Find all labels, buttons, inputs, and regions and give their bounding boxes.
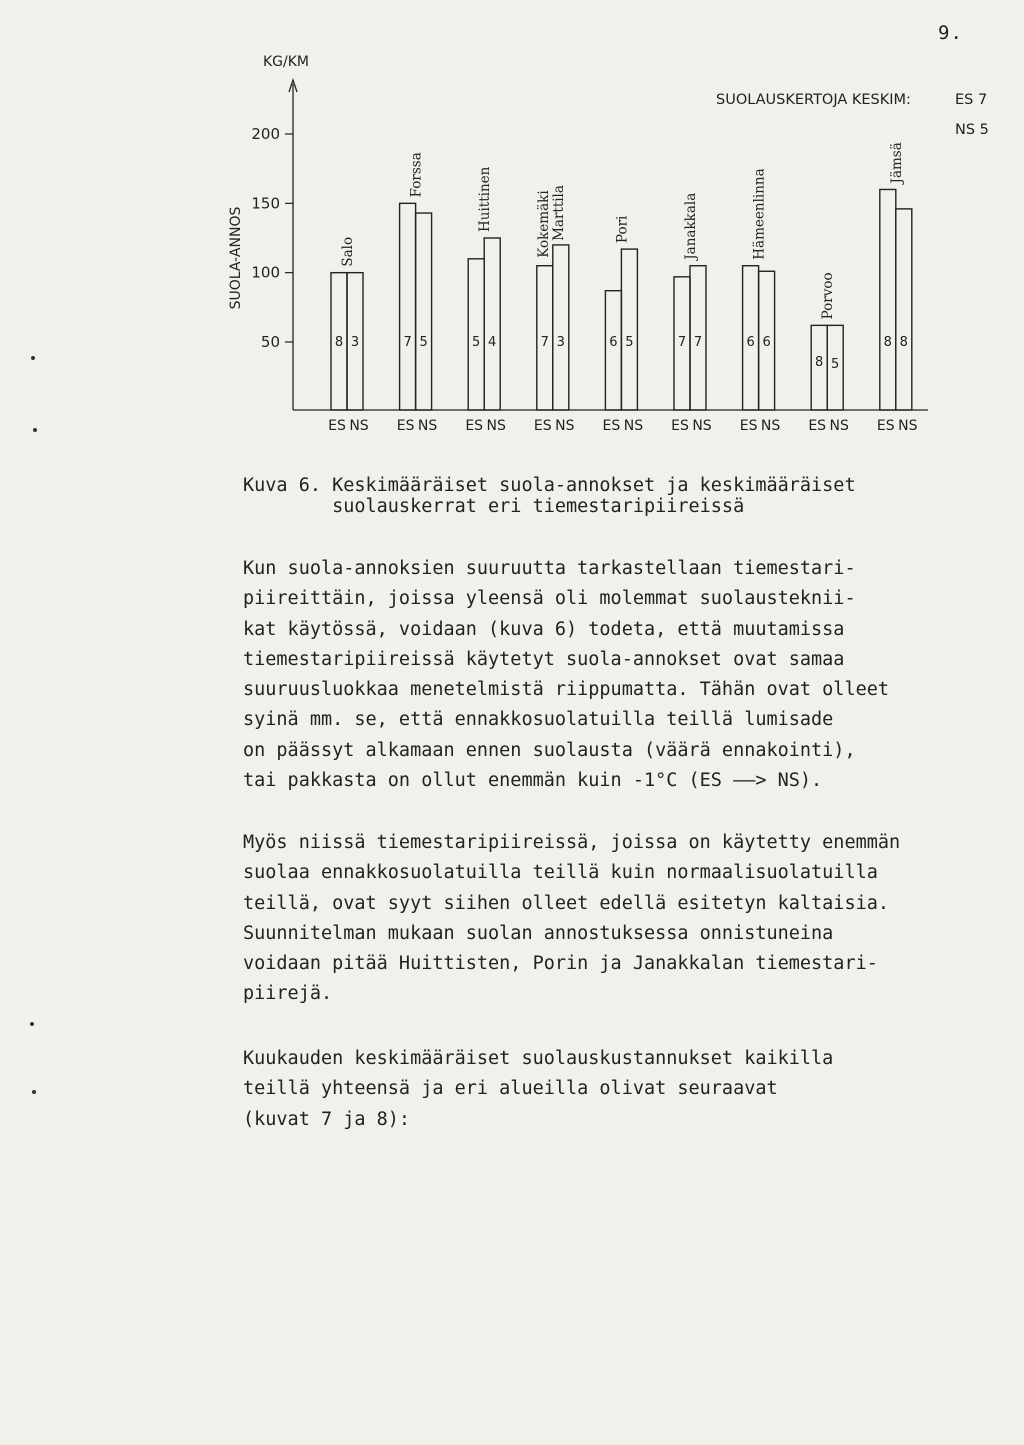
district-label: Jämsä	[888, 142, 905, 184]
x-label-ns: NS	[692, 418, 712, 434]
paragraph-2: Myös niissä tiemestaripiireissä, joissa on käytetty enemmän suolaa ennakkosuolatuilla teillä kuin normaalisuolatuilla teillä, ovat syyt siihen olleet edellä esitetyn kaltaisia. Suunnitelman mukaan suolan annostuksessa onnistuneina voidaan pitää Huittisten, Porin ja Janakkalan tiemestari- piirejä.	[243, 832, 901, 1005]
bar-count-ns: 5	[625, 335, 634, 350]
district-label: Salo	[340, 236, 356, 267]
y-unit-label: KG/KM	[263, 54, 310, 70]
bar-count-es: 8	[334, 335, 344, 350]
bar-count-ns: 6	[762, 335, 771, 350]
y-tick-label: 50	[260, 333, 280, 351]
district-label: Pori	[614, 215, 631, 244]
page-number: 9.	[938, 22, 963, 44]
y-axis-title: SUOLA-ANNOS	[228, 206, 244, 310]
bar-ns	[416, 213, 432, 410]
district-label: Janakkala	[683, 192, 699, 260]
margin-dot	[30, 1022, 34, 1026]
chart-labels	[228, 54, 989, 434]
bar-count-ns: 5	[831, 357, 840, 372]
bar-ns	[484, 238, 500, 410]
x-label-es: ES	[465, 418, 484, 434]
x-label-es: ES	[671, 418, 689, 434]
margin-dot	[31, 356, 35, 360]
bar-count-es: 6	[746, 335, 755, 350]
district-label: Kokemäki	[535, 190, 552, 258]
district-label: Huittinen	[477, 166, 494, 232]
x-label-ns: NS	[349, 418, 369, 434]
x-label-es: ES	[396, 418, 415, 434]
bar-ns	[621, 249, 637, 410]
bar-ns	[553, 245, 569, 410]
paragraph-1: Kun suola-annoksien suuruutta tarkastellaan tiemestari- piireittäin, joissa yleensä oli molemmat suolausteknii- kat käytössä, voidaan (kuva 6) todeta, että muutamissa tiemestaripiireissä käytetyt suola-annokset ovat samaa suuruusluokkaa menetelmistä riippumatta. Tähän ovat olleet syinä mm. se, että ennakkosuolatuilla teillä lumisade on päässyt alkamaan ennen suolausta (väärä ennakointi), tai pakkasta on ollut enemmän kuin -1°C (ES ——> NS).	[243, 558, 890, 792]
margin-dot	[32, 1090, 36, 1094]
x-label-ns: NS	[829, 418, 849, 434]
district-label: Forssa	[408, 152, 425, 198]
figure-caption: Kuva 6. Keskimääräiset suola-annokset ja keskimääräiset suolauskerrat eri tiemestaripiireissä	[243, 475, 856, 517]
bar-count-ns: 8	[899, 335, 908, 350]
x-label-es: ES	[328, 418, 346, 434]
bar-count-es: 5	[472, 335, 481, 350]
bar-count-ns: 4	[488, 335, 497, 350]
bar-count-es: 8	[815, 355, 824, 370]
bar-count-es: 7	[540, 335, 549, 350]
bar-count-ns: 7	[693, 335, 703, 350]
bar-es	[400, 203, 416, 410]
district-label: Marttila	[550, 185, 567, 241]
x-label-es: ES	[533, 418, 552, 434]
bar-count-es: 6	[609, 335, 618, 350]
paragraph-3: Kuukauden keskimääräiset suolauskustannukset kaikilla teillä yhteensä ja eri alueilla olivat seuraavat (kuvat 7 ja 8):	[243, 1048, 834, 1130]
summary-es: ES 7	[955, 92, 988, 108]
bar-count-es: 7	[677, 335, 687, 350]
y-tick-label: 100	[251, 263, 280, 282]
bar-count-es: 7	[403, 335, 412, 350]
district-label: Hämeenlinna	[751, 168, 768, 260]
x-label-ns: NS	[623, 418, 644, 434]
x-label-ns: NS	[417, 418, 438, 434]
x-label-es: ES	[602, 418, 621, 434]
x-label-ns: NS	[555, 418, 575, 434]
bar-es	[605, 291, 621, 410]
x-label-ns: NS	[486, 418, 506, 434]
x-label-ns: NS	[760, 418, 781, 434]
bar-count-ns: 3	[556, 335, 565, 350]
district-label: Porvoo	[820, 272, 837, 320]
summary-title: SUOLAUSKERTOJA KESKIM:	[716, 92, 911, 108]
margin-dot	[33, 428, 37, 432]
bar-es	[880, 189, 896, 410]
bar-count-es: 8	[883, 335, 892, 350]
x-label-es: ES	[876, 418, 895, 434]
x-label-ns: NS	[898, 418, 918, 434]
bar-ns	[896, 209, 912, 410]
bar-count-ns: 5	[419, 335, 428, 350]
y-tick-label: 200	[251, 125, 280, 143]
x-label-es: ES	[739, 418, 758, 434]
x-label-es: ES	[808, 418, 827, 434]
salt-dose-chart	[0, 0, 1024, 460]
summary-ns: NS 5	[955, 122, 989, 138]
bar-count-ns: 3	[350, 335, 360, 350]
y-tick-label: 150	[251, 194, 280, 213]
